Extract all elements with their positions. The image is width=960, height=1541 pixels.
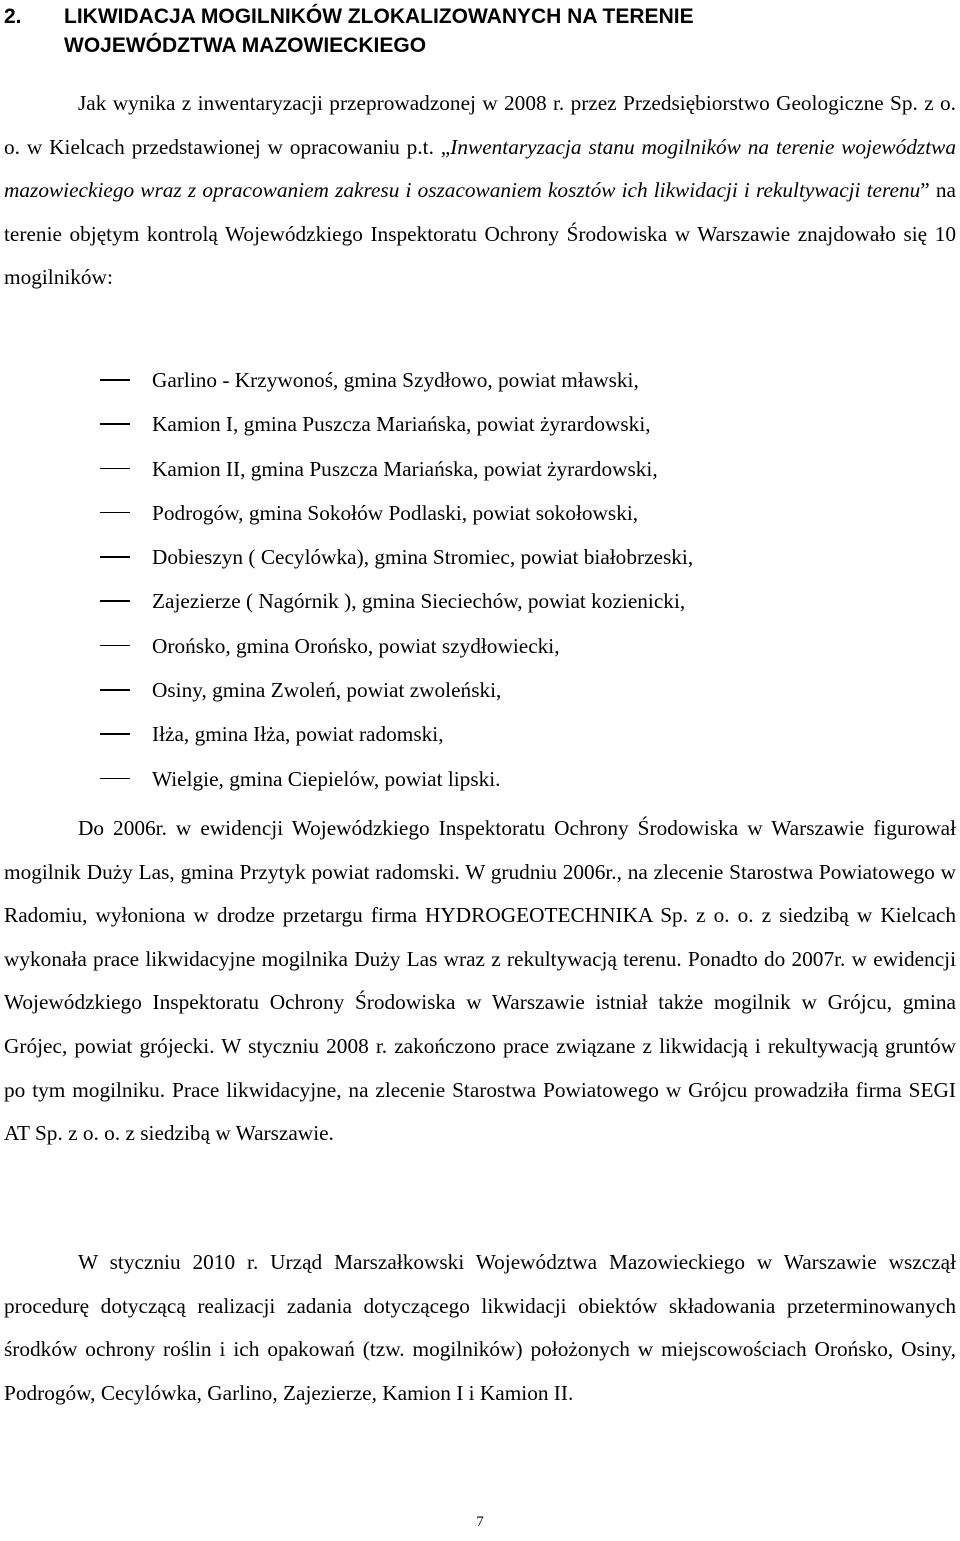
list-item: Iłża, gmina Iłża, powiat radomski, — [100, 712, 693, 756]
section-title-line-1: LIKWIDACJA MOGILNIKÓW ZLOKALIZOWANYCH NA TERENIE — [64, 5, 694, 28]
section-title-line-2: WOJEWÓDZTWA MAZOWIECKIEGO — [64, 34, 427, 57]
report-title-italic: Inwentaryzacja stanu mogilników na terenie województwa mazowieckiego wraz z opracowaniem zakresu i oszacowaniem kosztów ich likwidacji i rekultywacji terenu — [4, 134, 956, 203]
list-item: Kamion II, gmina Puszcza Mariańska, powiat żyrardowski, — [100, 447, 693, 491]
list-item: Dobieszyn ( Cecylówka), gmina Stromiec, powiat białobrzeski, — [100, 535, 693, 579]
list-item: Zajezierze ( Nagórnik ), gmina Sieciechów, powiat kozienicki, — [100, 579, 693, 623]
list-item: Garlino - Krzywonoś, gmina Szydłowo, powiat mławski, — [100, 358, 693, 402]
dash-bullet — [100, 733, 130, 735]
list-item: Orońsko, gmina Orońsko, powiat szydłowiecki, — [100, 624, 693, 668]
procedure-text: W styczniu 2010 r. Urząd Marszałkowski Województwa Mazowieckiego w Warszawie wszczął procedurę dotyczącą realizacji zadania dotyczącego likwidacji obiektów składowania przeterminowanych środków ochrony roślin i ich opakowań (tzw. mogilników) położonych w miejscowościach Orońsko, Osiny, Podrogów, Cecylówka, Garlino, Zajezierze, Kamion I i Kamion II. — [4, 1250, 956, 1405]
intro-tail-text: ” na terenie objętym kontrolą Wojewódzkiego Inspektoratu Ochrony Środowiska w Warszawie znajdowało się 10 mogilników: — [4, 178, 956, 290]
history-paragraph — [4, 807, 956, 1156]
dash-bullet — [100, 689, 130, 691]
landfill-list — [100, 358, 693, 801]
list-item: Wielgie, gmina Ciepielów, powiat lipski. — [100, 757, 693, 801]
dash-bullet — [100, 512, 130, 514]
dash-bullet — [100, 600, 130, 602]
intro-paragraph — [4, 82, 956, 300]
dash-bullet — [100, 645, 130, 647]
intro-lead-text: Jak wynika z inwentaryzacji przeprowadzonej w 2008 r. przez Przedsiębiorstwo Geologiczne Sp. z o. o. w Kielcach przedstawionej w opracowaniu p.t. „ — [4, 91, 956, 159]
dash-bullet — [100, 468, 130, 470]
procedure-paragraph — [4, 1241, 956, 1415]
list-item: Podrogów, gmina Sokołów Podlaski, powiat sokołowski, — [100, 491, 693, 535]
dash-bullet — [100, 778, 130, 780]
list-item: Kamion I, gmina Puszcza Mariańska, powiat żyrardowski, — [100, 402, 693, 446]
dash-bullet — [100, 423, 130, 425]
list-item: Osiny, gmina Zwoleń, powiat zwoleński, — [100, 668, 693, 712]
history-text: Do 2006r. w ewidencji Wojewódzkiego Inspektoratu Ochrony Środowiska w Warszawie figurował mogilnik Duży Las, gmina Przytyk powiat radomski. W grudniu 2006r., na zlecenie Starostwa Powiatowego w Radomiu, wyłoniona w drodze przetargu firma HYDROGEOTECHNIKA Sp. z o. o. z siedzibą w Kielcach wykonała prace likwidacyjne mogilnika Duży Las wraz z rekultywacją terenu. Ponadto do 2007r. w ewidencji Wojewódzkiego Inspektoratu Ochrony Środowiska w Warszawie istniał także mogilnik w Grójcu, gmina Grójec, powiat grójecki. W styczniu 2008 r. zakończono prace związane z likwidacją i rekultywacją gruntów po tym mogilniku. Prace likwidacyjne, na zlecenie Starostwa Powiatowego w Grójcu prowadziła firma SEGI AT Sp. z o. o. z siedzibą w Warszawie. — [4, 816, 956, 1146]
dash-bullet — [100, 556, 130, 558]
dash-bullet — [100, 379, 130, 381]
page-number: 7 — [476, 1514, 484, 1530]
section-number: 2. — [4, 5, 22, 28]
